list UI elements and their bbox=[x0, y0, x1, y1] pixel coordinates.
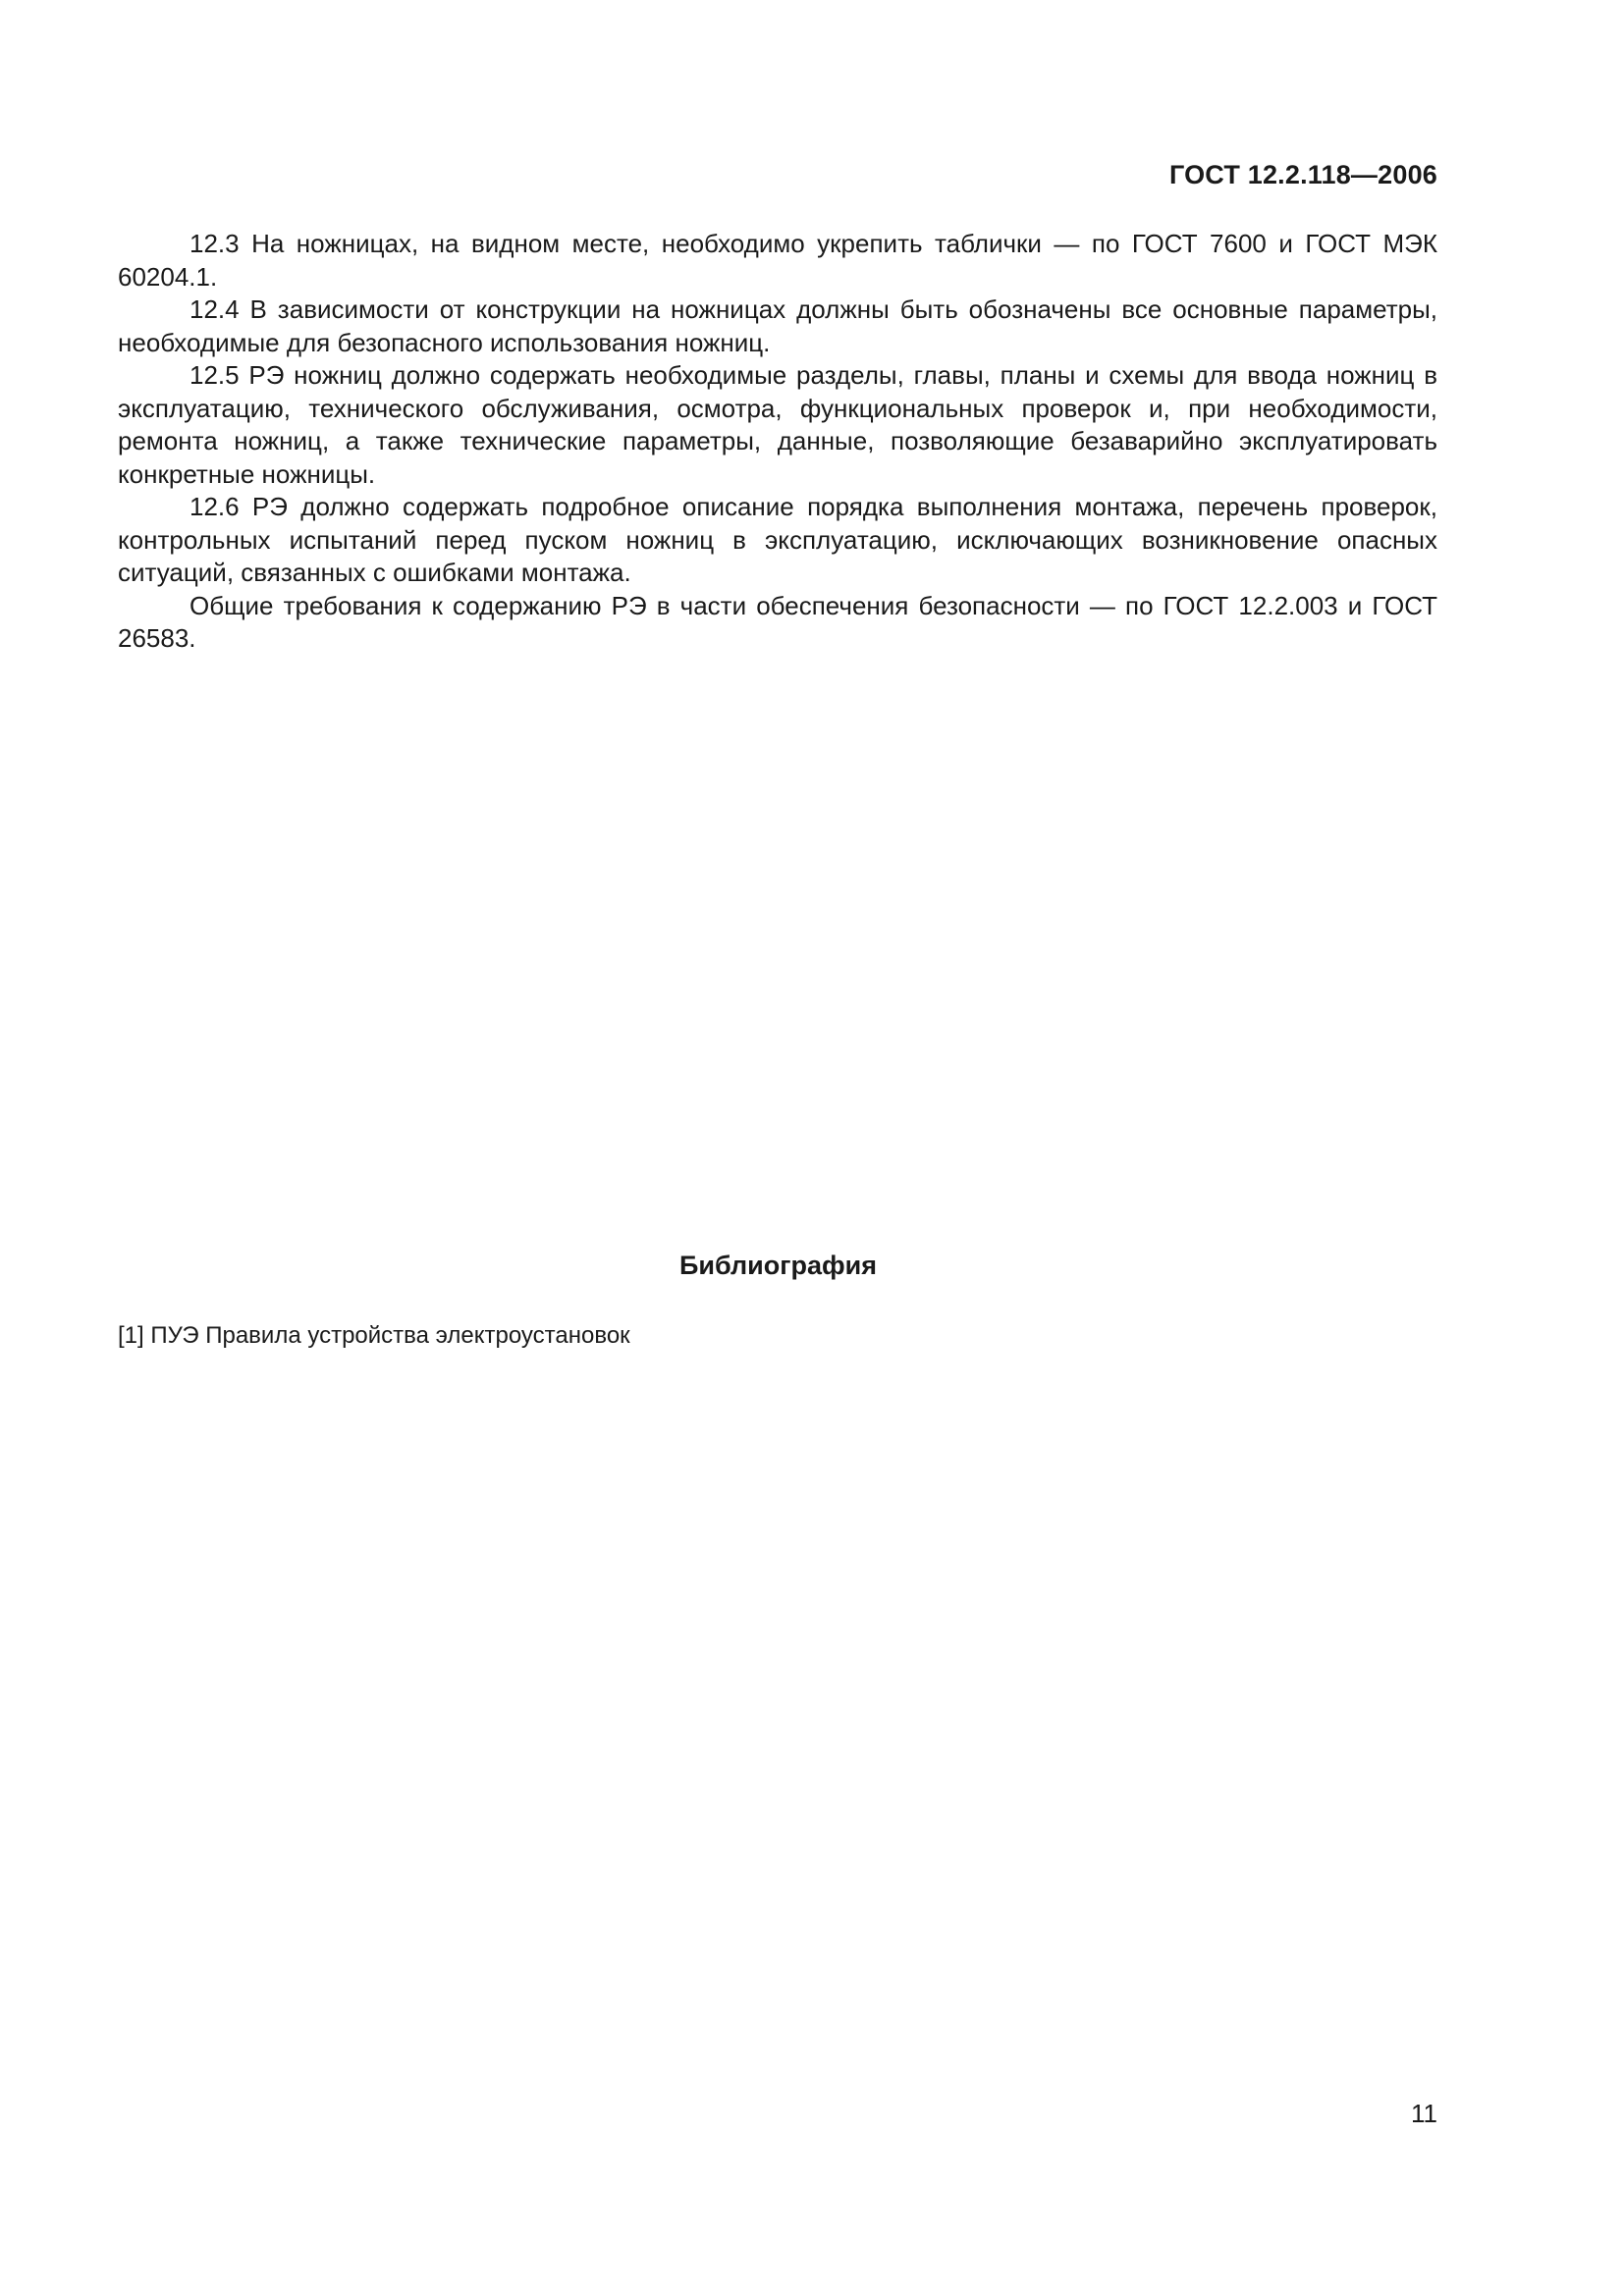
bibliography-title: Библиография bbox=[679, 1251, 877, 1280]
bibliography-item: [1] ПУЭ Правила устройства электроустановок bbox=[118, 1322, 630, 1349]
body-text bbox=[118, 228, 1437, 656]
paragraph-general-requirements: Общие требования к содержанию РЭ в части обеспечения безопасности — по ГОСТ 12.2.003 и ГОСТ 26583. bbox=[118, 590, 1437, 653]
paragraph-12-4: 12.4 В зависимости от конструкции на ножницах должны быть обозначены все основные параметры, необходимые для безопасного использования ножниц. bbox=[118, 294, 1437, 357]
paragraph-12-5: 12.5 РЭ ножниц должно содержать необходимые разделы, главы, планы и схемы для ввода ножниц в эксплуатацию, технического обслуживания, осмотра, функциональных проверок и, при необходимости, ремонта ножниц, а также технические параметры, данные, позволяющие безаварийно эксплуатировать конкретные ножницы. bbox=[118, 360, 1437, 489]
page-number: 11 bbox=[1411, 2099, 1437, 2128]
bibliography-list bbox=[118, 1320, 1437, 1352]
paragraph-12-3: 12.3 На ножницах, на видном месте, необходимо укрепить таблички — по ГОСТ 7600 и ГОСТ МЭК 60204.1. bbox=[118, 229, 1437, 292]
paragraph-12-6: 12.6 РЭ должно содержать подробное описание порядка выполнения монтажа, перечень проверок, контрольных испытаний перед пуском ножниц в эксплуатацию, исключающих возникновение опасных ситуаций, связанных с ошибками монтажа. bbox=[118, 492, 1437, 587]
document-code-header: ГОСТ 12.2.118—2006 bbox=[1168, 160, 1437, 189]
